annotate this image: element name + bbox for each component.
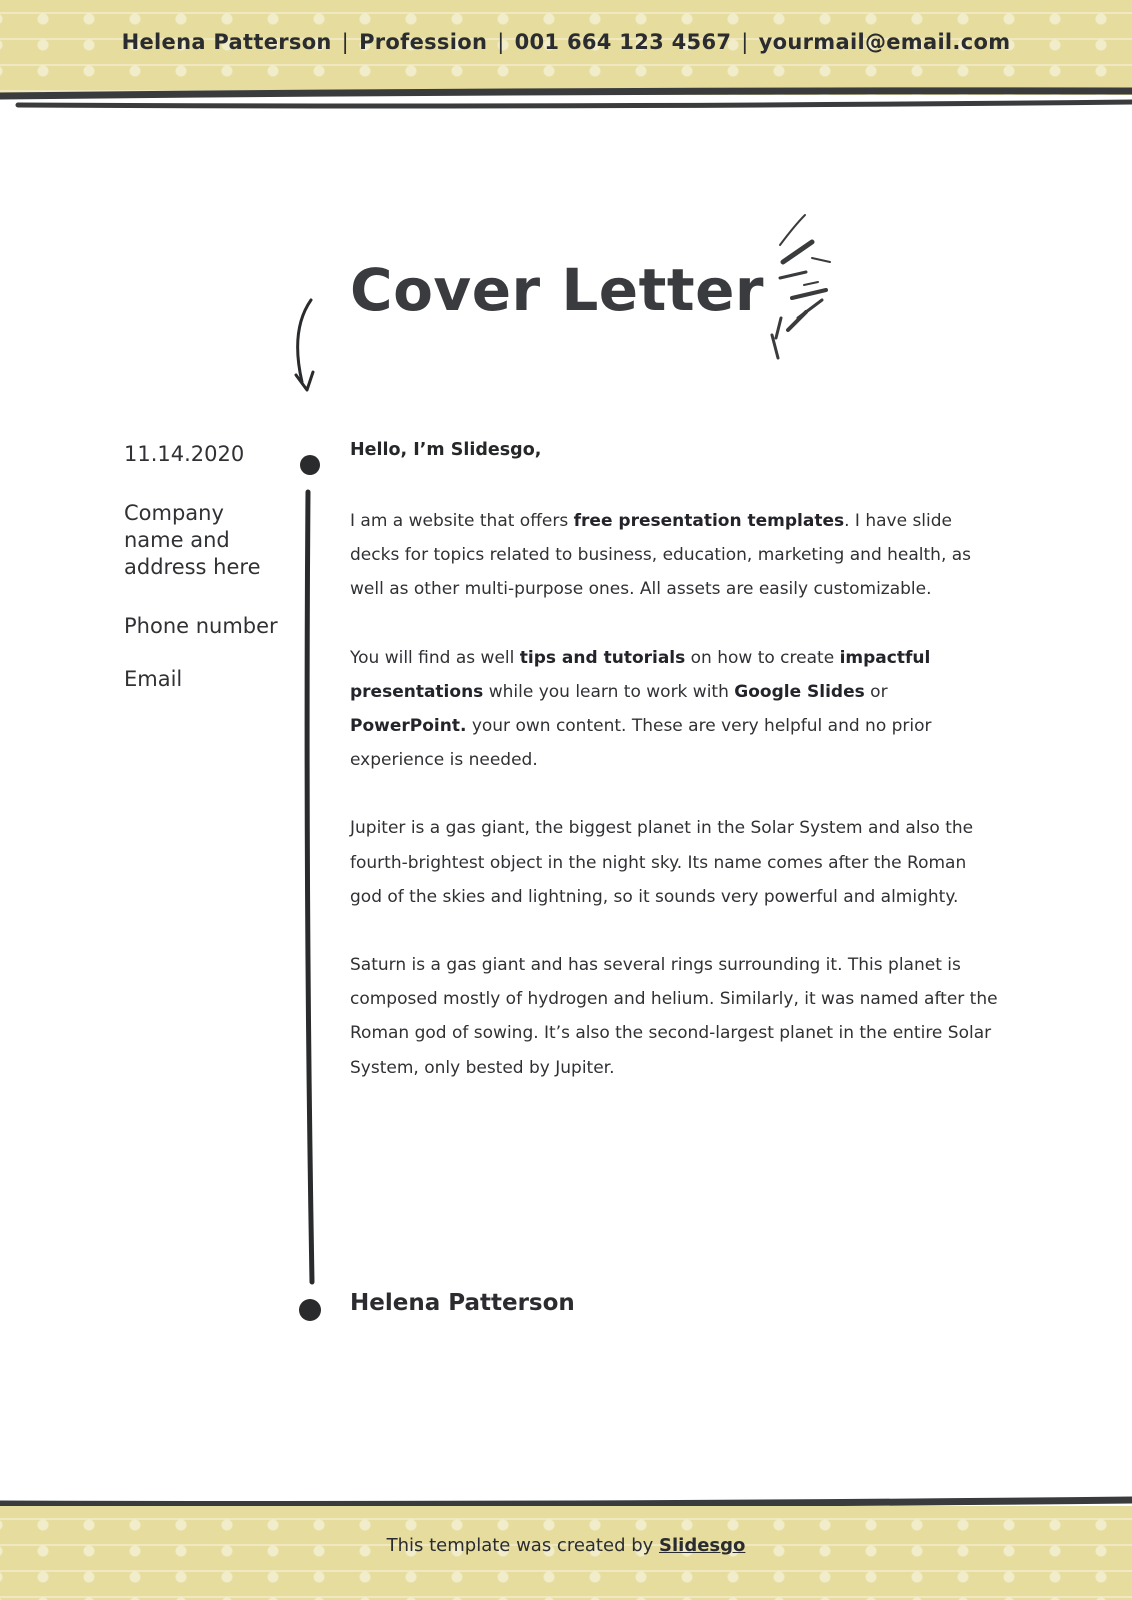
sparkle-icon (772, 215, 830, 358)
header-profession: Profession (359, 30, 488, 54)
company-address: Company name and address here (124, 501, 261, 579)
footer-credit (0, 1535, 1132, 1556)
signature: Helena Patterson (350, 1290, 575, 1316)
p2-text: You will find as well (350, 647, 520, 668)
email-label: Email (124, 667, 183, 691)
p2-text: on how to create (685, 647, 840, 668)
footer-text: This template was created by (386, 1535, 660, 1556)
letter-body (350, 504, 998, 1119)
header-brush-stroke (0, 91, 1132, 96)
phone-number: Phone number (124, 614, 278, 638)
p2-bold: impactful presentations (350, 647, 931, 702)
p2-text: while you learn to work with (483, 681, 735, 702)
slidesgo-link[interactable]: Slidesgo (659, 1535, 746, 1556)
header-separator: | (341, 30, 350, 54)
letter-date: 11.14.2020 (124, 442, 245, 466)
paragraph-1 (350, 504, 998, 607)
p1-text: . I have slide decks for topics related to business, education, marketing and health, as well as other multi-purpose ones. All assets are easily customizable. (350, 511, 972, 600)
p2-text: your own content. These are very helpful and no prior experience is needed. (350, 716, 932, 771)
p1-text: I am a website that offers (350, 511, 574, 531)
paragraph-2 (350, 641, 998, 778)
paragraph-3: Jupiter is a gas giant, the biggest planet in the Solar System and also the fourth-brightest object in the night sky. Its name comes after the Roman god of the skies and lightning, so it sounds very powerful and almighty. (350, 818, 974, 907)
p2-text: or (864, 681, 888, 702)
p2-bold: tips and tutorials (519, 647, 686, 668)
header-email[interactable]: yourmail@email.com (758, 30, 1011, 54)
arrow-icon (298, 300, 311, 382)
arrow-head-icon (296, 372, 313, 390)
header-brush-stroke (18, 102, 1132, 106)
p2-bold: Google Slides (734, 681, 865, 702)
p2-bold: PowerPoint. (350, 716, 467, 737)
footer-brush-stroke (0, 1500, 1132, 1505)
header-separator: | (497, 30, 505, 54)
header-phone: 001 664 123 4567 (514, 30, 732, 54)
paragraph-4: Saturn is a gas giant and has several rings surrounding it. This planet is composed mostly of hydrogen and helium. Similarly, it was named after the Roman god of sowing. It’s also the second-largest planet in the entire Solar System, only bested by Jupiter. (350, 955, 998, 1078)
header-name: Helena Patterson (121, 30, 332, 54)
timeline-dot-top (300, 455, 320, 475)
p1-bold: free presentation templates (573, 511, 845, 531)
timeline-line (307, 492, 312, 1282)
greeting: Hello, I’m Slidesgo, (350, 440, 542, 460)
page-title: Cover Letter (350, 256, 765, 324)
header-separator: | (741, 30, 749, 54)
timeline-dot-bottom (299, 1299, 321, 1321)
